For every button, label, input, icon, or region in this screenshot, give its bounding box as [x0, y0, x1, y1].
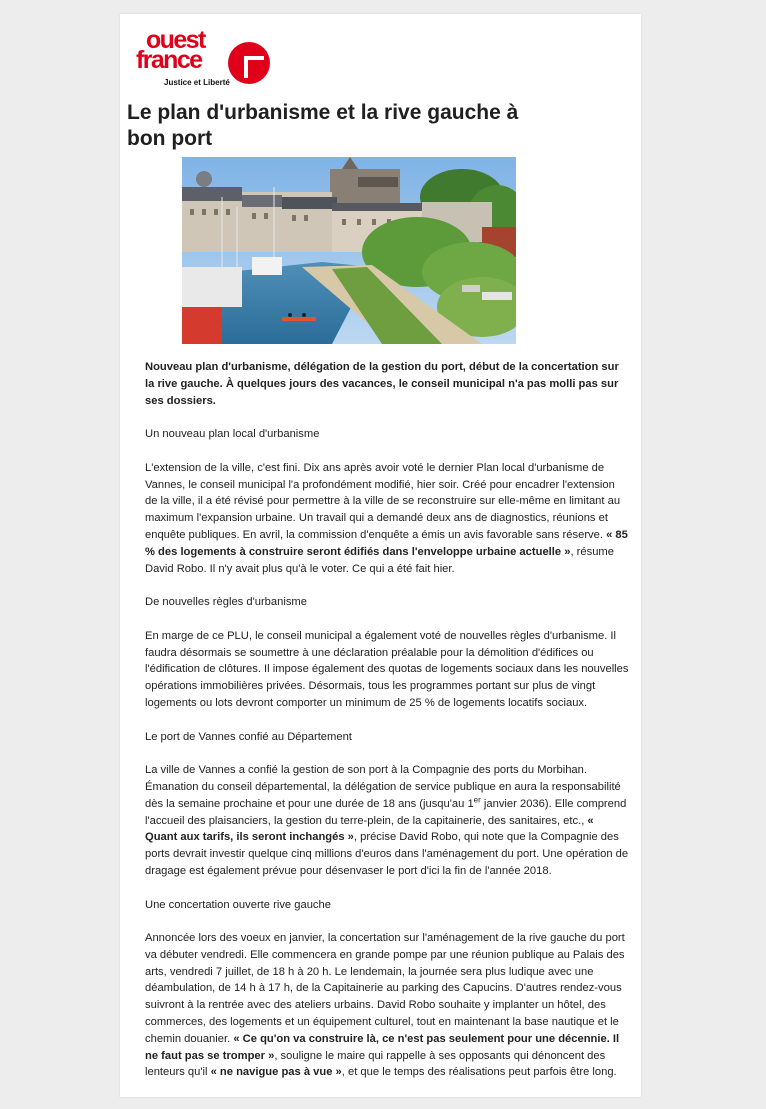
quote: « 85 % des logements à construire seront édifiés dans l'enveloppe urbaine actuelle » [145, 528, 628, 558]
article-photo-vannes-harbour [182, 157, 516, 344]
article-body [145, 359, 629, 1098]
logo-emblem-icon [228, 42, 270, 84]
quote: « ne navigue pas à vue » [210, 1066, 342, 1079]
logo-word-france: france [136, 46, 202, 74]
article-title: Le plan d'urbanisme et la rive gauche à bon port [127, 101, 519, 150]
section-heading: Le port de Vannes confié au Département [145, 730, 352, 743]
paragraph: En marge de ce PLU, le conseil municipal a également voté de nouvelles règles d'urbanisme. Il faudra désormais se soumettre à une déclaration préalable pour la démolition d'édifices ou l'édification de clôtures. Il impose également des quotas de logements sociaux dans les nouvelles opérations immobilières privées. Désormais, tous les programmes portant sur plus de vingt logements ou lots devront comporter un minimum de 25 % de logements locatifs sociaux. [145, 629, 629, 709]
section-heading: Une concertation ouverte rive gauche [145, 898, 331, 911]
logo-tagline: Justice et Liberté [164, 78, 230, 87]
paragraph: Annoncée lors des voeux en janvier, la concertation sur l'aménagement de la rive gauche du port va débuter vendredi. Elle commencera en grande pompe par une réunion publique au Palais des arts, vendredi 7 juillet, de 18 h à 20 h. Le lendemain, la journée sera plus ludique avec une déambulation, de 14 h à 17 h, de la Capitainerie au parking des Capucins. D'autres rendez-vous suivront à la rentrée avec des ateliers urbains. David Robo souhaite y implanter un hôtel, des commerces, des logements et un équipement culturel, tout en maintenant la base nautique et le chemin douanier. « Ce qu'on va construire là, ce n'est pas seulement pour une décennie. Il ne faut pas se tromper », souligne le maire qui rappelle à ses opposants qui dénoncent des lenteurs qu'il « ne navigue pas à vue », et que le temps des réalisations peut parfois être long. [145, 932, 625, 1079]
quote: « Quant aux tarifs, ils seront inchangés » [145, 814, 594, 844]
section-heading: De nouvelles règles d'urbanisme [145, 596, 307, 609]
paragraph: La ville de Vannes a confié la gestion de son port à la Compagnie des ports du Morbihan. Émanation du conseil départemental, la délégation de service publique en aura la responsabilité dès la semaine prochaine et pour une durée de 18 ans (jusqu'au 1er janvier 2036). Elle comprend l'accueil des plaisanciers, la gestion du terre-plein, de la capitainerie, des sanitaires, etc., « Quant aux tarifs, ils seront inchangés », précise David Robo, qui note que la Compagnie des ports devrait investir quelque cinq millions d'euros dans l'aménagement du port. Une opération de dragage est également prévue pour désenvaser le port d'ici la fin de l'année 2018. [145, 764, 629, 877]
article-lead: Nouveau plan d'urbanisme, délégation de la gestion du port, début de la concertation sur la rive gauche. À quelques jours des vacances, le conseil municipal n'a pas molli pas sur ses dossiers. [145, 361, 619, 407]
paragraph: L'extension de la ville, c'est fini. Dix ans après avoir voté le dernier Plan local d'urbanisme de Vannes, le conseil municipal l'a profondément modifié, hier soir. Créé pour encadrer l'extension de la ville, il a été révisé pour permettre à la ville de se reconstruire sur elle-même en limitant au maximum l'expansion urbaine. Un travail qui a demandé deux ans de diagnostics, réunions et enquête publiques. En avril, la commission d'enquête a émis un avis favorable sans réserve. « 85 % des logements à construire seront édifiés dans l'enveloppe urbaine actuelle », résume David Robo. Il n'y avait plus qu'à le voter. Ce qui a été fait hier. [145, 461, 628, 575]
logo-word-ouest: ouest [146, 26, 205, 54]
ouest-france-logo[interactable] [134, 28, 274, 90]
article-page [120, 14, 641, 1097]
quote: « Ce qu'on va construire là, ce n'est pas seulement pour une décennie. Il ne faut pas se tromper » [145, 1032, 620, 1062]
section-heading: Un nouveau plan local d'urbanisme [145, 428, 320, 441]
